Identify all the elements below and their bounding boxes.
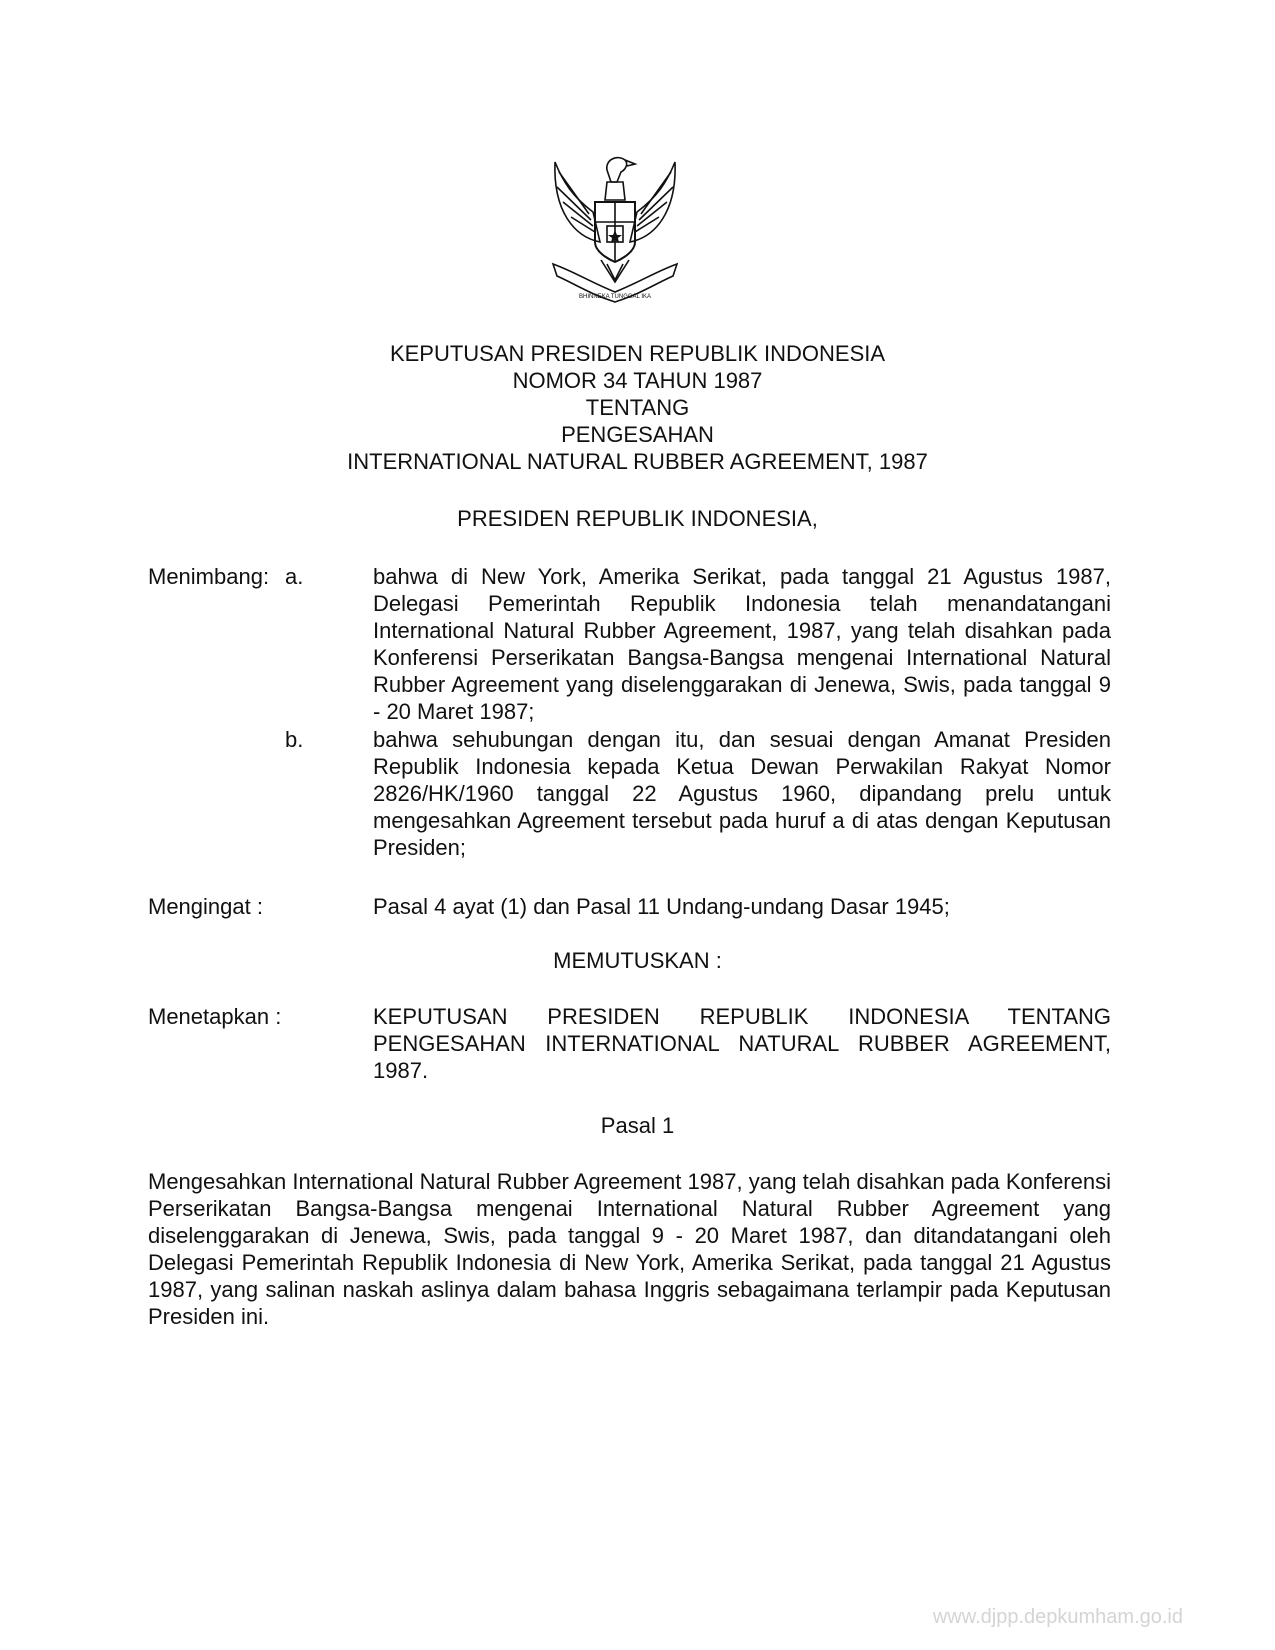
memutuskan-heading: MEMUTUSKAN :	[553, 948, 722, 973]
mengingat-text: Pasal 4 ayat (1) dan Pasal 11 Undang-undang Dasar 1945;	[373, 894, 950, 919]
title-line-1: KEPUTUSAN PRESIDEN REPUBLIK INDONESIA	[389, 341, 886, 366]
decree-title	[0, 340, 1275, 475]
garuda-emblem	[545, 142, 685, 312]
mengingat-label: Mengingat :	[148, 894, 263, 919]
menimbang-item-a: bahwa di New York, Amerika Serikat, pada tanggal 21 Agustus 1987, Delegasi Pemerintah Republik Indonesia telah menandatangani International Natural Rubber Agreement, 1987, yang telah disahkan pada Konferensi Perserikatan Bangsa-Bangsa mengenai International Natural Rubber Agreement yang diselenggarakan di Jenewa, Swis, pada tanggal 9 - 20 Maret 1987;	[373, 564, 1111, 724]
pasal-1-text: Mengesahkan International Natural Rubber Agreement 1987, yang telah disahkan pada Konferensi Perserikatan Bangsa-Bangsa mengenai International Natural Rubber Agreement yang diselenggarakan di Jenewa, Swis, pada tanggal 9 - 20 Maret 1987, dan ditandatangani oleh Delegasi Pemerintah Republik Indonesia di New York, Amerika Serikat, pada tanggal 21 Agustus 1987, yang salinan naskah aslinya dalam bahasa Inggris sebagaimana terlampir pada Keputusan Presiden ini.	[148, 1169, 1111, 1329]
president-heading: PRESIDEN REPUBLIK INDONESIA,	[457, 506, 818, 531]
menimbang-marker-a: a.	[285, 564, 304, 589]
menetapkan-label: Menetapkan :	[148, 1004, 282, 1029]
title-line-2: NOMOR 34 TAHUN 1987	[512, 368, 763, 393]
title-line-3: TENTANG	[585, 395, 690, 420]
footer-url: www.djpp.depkumham.go.id	[932, 1606, 1183, 1628]
menimbang-item-b: bahwa sehubungan dengan itu, dan sesuai dengan Amanat Presiden Republik Indonesia kepada Ketua Dewan Perwakilan Rakyat Nomor 2826/HK/1960 tanggal 22 Agustus 1960, dipandang prelu untuk mengesahkan Agreement tersebut pada huruf a di atas dengan Keputusan Presiden;	[373, 727, 1111, 860]
title-line-5: INTERNATIONAL NATURAL RUBBER AGREEMENT, 1987	[347, 449, 928, 474]
pasal-1-heading: Pasal 1	[600, 1113, 675, 1138]
menimbang-marker-b: b.	[285, 727, 304, 752]
emblem-motto: BHINNEKA TUNGGAL IKA	[578, 294, 652, 300]
menetapkan-text: KEPUTUSAN PRESIDEN REPUBLIK INDONESIA TENTANG PENGESAHAN INTERNATIONAL NATURAL RUBBER AGREEMENT, 1987.	[373, 1004, 1111, 1083]
title-line-4: PENGESAHAN	[561, 422, 714, 447]
menimbang-label: Menimbang:	[148, 564, 270, 589]
